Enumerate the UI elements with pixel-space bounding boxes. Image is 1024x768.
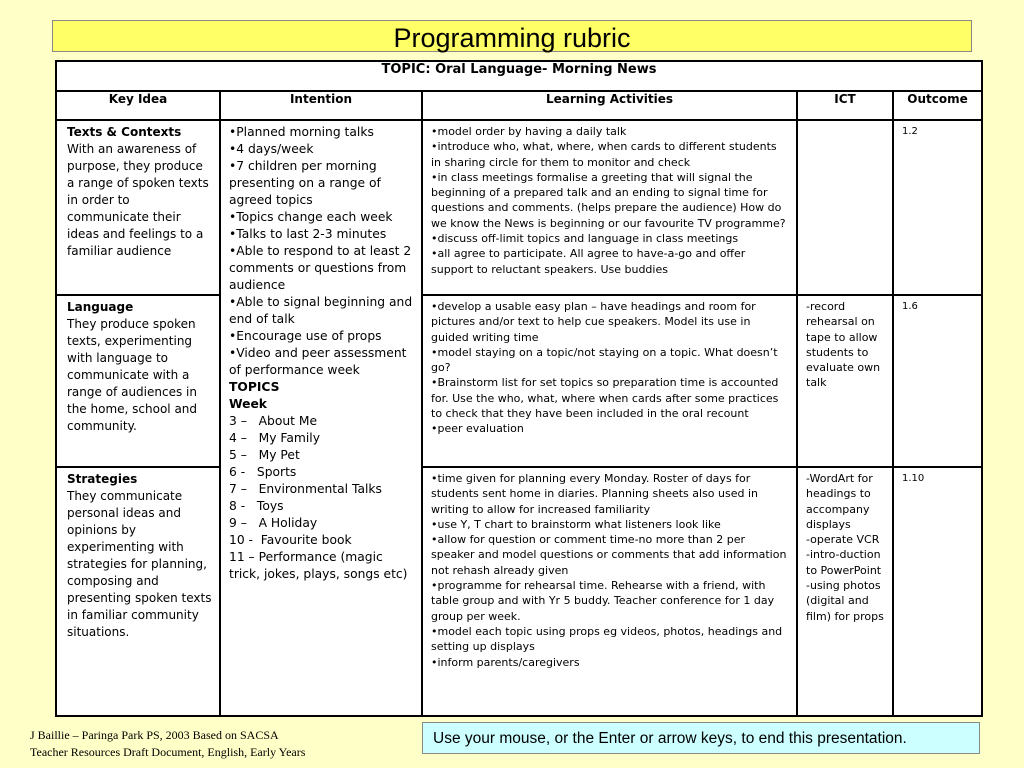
footer-line: Teacher Resources Draft Document, English, Early Years	[30, 745, 306, 759]
ict-item: -WordArt for headings to accompany displays	[806, 472, 873, 531]
key-idea-cell	[56, 295, 220, 467]
activity-item: •in class meetings formalise a greeting that will signal the beginning of a prepared talk and an ending to signal time for questions and comments. (helps prepare the audience) How do we know the News is beginning or our favourite TV programme?	[431, 170, 786, 230]
column-header-outcome: Outcome	[893, 91, 982, 120]
ict-cell	[797, 120, 893, 295]
ict-item: -operate VCR	[806, 533, 880, 547]
column-header-learning-activities: Learning Activities	[422, 91, 797, 120]
week-topic: 10 - Favourite book	[229, 533, 352, 547]
ict-item: -intro-duction to PowerPoint	[806, 548, 882, 577]
footer-line: J Baillie – Paringa Park PS, 2003 Based on SACSA	[30, 728, 279, 742]
activity-item: •inform parents/caregivers	[431, 655, 580, 669]
activity-item: •introduce who, what, where, when cards to different students in sharing circle for them to monitor and check	[431, 140, 777, 169]
activity-item: •discuss off-limit topics and language in class meetings	[431, 232, 739, 246]
end-presentation-hint[interactable]: Use your mouse, or the Enter or arrow keys, to end this presentation.	[422, 722, 980, 754]
intention-item: •4 days/week	[229, 142, 314, 156]
table-row	[56, 467, 982, 716]
week-topic: 9 – A Holiday	[229, 516, 318, 530]
outcome-cell: 1.10	[893, 467, 982, 716]
week-topic: 7 – Environmental Talks	[229, 482, 382, 496]
key-idea-text: They communicate personal ideas and opinions by experimenting with strategies for planning, composing and presenting spoken texts in familiar community situations.	[67, 489, 212, 639]
week-topic: 6 - Sports	[229, 465, 297, 479]
rubric-table	[55, 60, 983, 717]
intention-item: •Encourage use of props	[229, 329, 382, 343]
activity-item: •Brainstorm list for set topics so preparation time is accounted for. Use the who, what, where when cards after some practices to check that they have been included in the oral recount	[431, 376, 779, 421]
key-idea-text: With an awareness of purpose, they produce a range of spoken texts in order to communicate their ideas and feelings to a familiar audience	[67, 142, 209, 258]
activity-item: •develop a usable easy plan – have headings and room for pictures and/or text to help cue speakers. Model its use in guided writing time	[431, 300, 756, 344]
intention-item: •Planned morning talks	[229, 125, 374, 139]
topic-header: TOPIC: Oral Language- Morning News	[56, 61, 982, 91]
ict-cell	[797, 295, 893, 467]
intention-item: •7 children per morning presenting on a range of agreed topics	[229, 159, 381, 207]
learning-activities-cell	[422, 295, 797, 467]
key-idea-cell	[56, 467, 220, 716]
week-topic: 3 – About Me	[229, 414, 318, 428]
intention-item: •Topics change each week	[229, 210, 393, 224]
week-topic: 4 – My Family	[229, 431, 320, 445]
activity-item: •allow for question or comment time-no more than 2 per speaker and model questions or comments that add information not rehash already given	[431, 533, 787, 577]
outcome-cell: 1.6	[893, 295, 982, 467]
learning-activities-cell	[422, 120, 797, 295]
column-header-ict: ICT	[797, 91, 893, 120]
intention-item: •Able to signal beginning and end of talk	[229, 295, 413, 326]
learning-activities-cell	[422, 467, 797, 716]
week-topic: 11 – Performance (magic trick, jokes, plays, songs etc)	[229, 550, 408, 581]
activity-item: •model each topic using props eg videos, photos, headings and setting up displays	[431, 624, 783, 654]
intention-cell	[220, 120, 422, 716]
activity-item: •peer evaluation	[431, 422, 524, 436]
activity-item: •model staying on a topic/not staying on a topic. What doesn’t go?	[431, 345, 778, 375]
key-idea-title: Strategies	[67, 472, 138, 486]
activity-item: •model order by having a daily talk	[431, 125, 627, 138]
table-row	[56, 120, 982, 295]
outcome-cell: 1.2	[893, 120, 982, 295]
slide-title: Programming rubric	[52, 20, 972, 52]
topics-heading: TOPICS	[229, 380, 280, 394]
ict-cell	[797, 467, 893, 716]
activity-item: •programme for rehearsal time. Rehearse with a friend, with table group and with Yr 5 buddy. Teacher conference for 1 day group per week.	[431, 579, 775, 623]
week-heading: Week	[229, 397, 267, 411]
table-row	[56, 295, 982, 467]
activity-item: •all agree to participate. All agree to have-a-go and offer support to reluctant speakers. Use buddies	[431, 247, 746, 276]
footer-credit	[30, 727, 305, 761]
activity-item: •use Y, T chart to brainstorm what listeners look like	[431, 517, 721, 531]
intention-item: •Talks to last 2-3 minutes	[229, 227, 387, 241]
key-idea-title: Language	[67, 300, 134, 314]
intention-item: •Able to respond to at least 2 comments or questions from audience	[229, 244, 412, 292]
column-header-key-idea: Key Idea	[56, 91, 220, 120]
activity-item: •time given for planning every Monday. Roster of days for students sent home in diaries. Planning sheets also used in writing to allow for increased familiarity	[431, 472, 759, 516]
key-idea-title: Texts & Contexts	[67, 125, 182, 139]
ict-item: -using photos (digital and film) for props	[806, 579, 884, 623]
week-topic: 5 – My Pet	[229, 448, 300, 462]
key-idea-cell	[56, 120, 220, 295]
week-topic: 8 - Toys	[229, 499, 284, 513]
column-header-intention: Intention	[220, 91, 422, 120]
ict-item: -record rehearsal on tape to allow students to evaluate own talk	[806, 300, 881, 390]
intention-item: •Video and peer assessment of performance week	[229, 346, 407, 377]
key-idea-text: They produce spoken texts, experimenting with language to communicate with a range of audiences in the home, school and community.	[67, 317, 198, 433]
